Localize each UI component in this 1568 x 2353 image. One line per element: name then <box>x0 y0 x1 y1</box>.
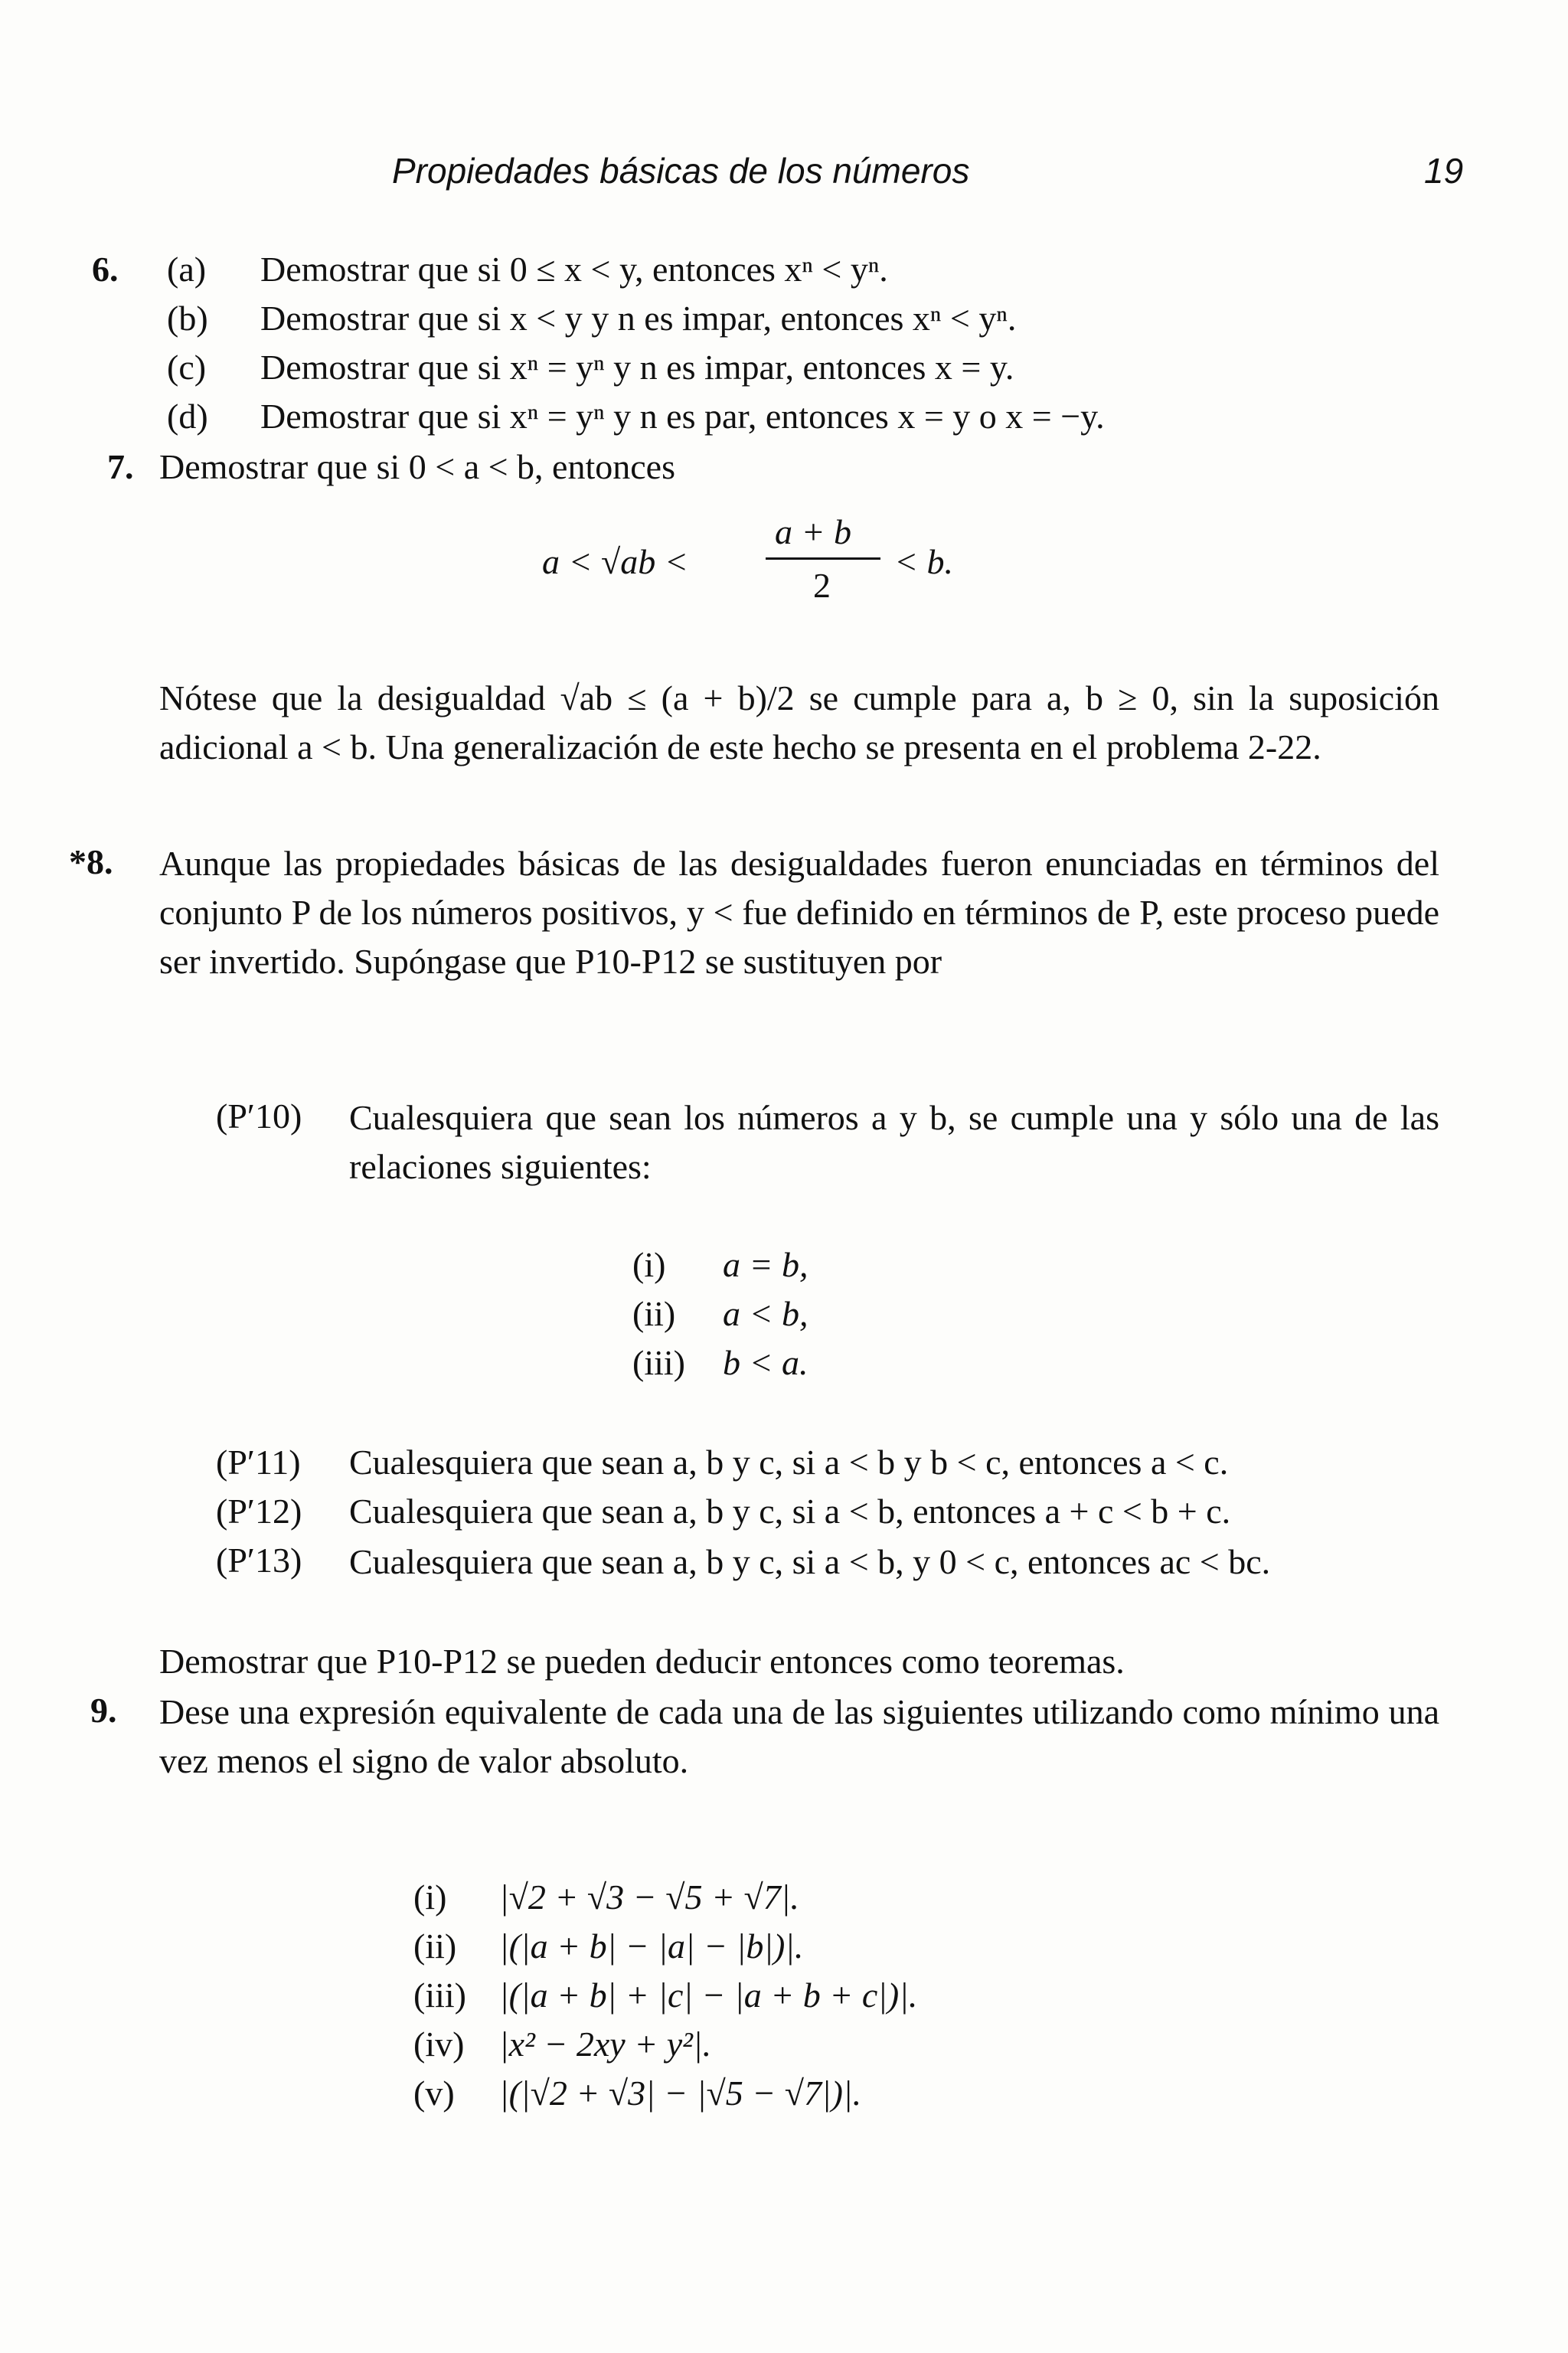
relation-iii-label: (iii) <box>632 1343 685 1382</box>
running-title: Propiedades básicas de los números <box>392 151 970 191</box>
axiom-p10-text: Cualesquiera que sean los números a y b, se cumple una y sólo una de las relaciones siguientes: <box>349 1098 1439 1186</box>
problem-9-text: Dese una expresión equivalente de cada una de las siguientes utilizando como mínimo una vez menos el signo de valor absoluto. <box>159 1692 1439 1780</box>
expr-v: |(|√2 + √3| − |√5 − √7|)|. <box>499 2074 862 2113</box>
expr-ii: |(|a + b| − |a| − |b|)|. <box>499 1927 804 1966</box>
expr-iv: |x² − 2xy + y²|. <box>499 2025 712 2064</box>
problem-6b-text: Demostrar que si x < y y n es impar, entonces xⁿ < yⁿ. <box>260 299 1017 338</box>
expr-v-label: (v) <box>413 2074 455 2113</box>
formula-numerator: a + b <box>775 512 852 551</box>
problem-8-conclusion: Demostrar que P10-P12 se pueden deducir entonces como teoremas. <box>159 1642 1125 1681</box>
expr-iv-label: (iv) <box>413 2025 465 2064</box>
axiom-p11-label: (P′11) <box>216 1443 301 1482</box>
problem-9-number: 9. <box>90 1691 117 1730</box>
problem-8-number: *8. <box>69 842 113 881</box>
formula-denominator: 2 <box>813 566 831 605</box>
axiom-p11-text: Cualesquiera que sean a, b y c, si a < b y b < c, entonces a < c. <box>349 1443 1229 1482</box>
axiom-p13-label: (P′13) <box>216 1541 302 1580</box>
expr-i-label: (i) <box>413 1877 447 1917</box>
problem-6c-label: (c) <box>167 348 207 387</box>
relation-iii-expr: b < a. <box>723 1343 808 1382</box>
problem-6d-text: Demostrar que si xⁿ = yⁿ y n es par, entonces x = y o x = −y. <box>260 397 1105 436</box>
problem-6a-text: Demostrar que si 0 ≤ x < y, entonces xⁿ < yⁿ. <box>260 250 888 289</box>
problem-6a-label: (a) <box>167 250 207 289</box>
relation-i-expr: a = b, <box>723 1245 808 1284</box>
formula-right: < b. <box>894 542 954 581</box>
axiom-p12-label: (P′12) <box>216 1492 302 1531</box>
problem-8-text: Aunque las propiedades básicas de las desigualdades fueron enunciadas en términos del conjunto P de los números positivos, y < fue definido en términos de P, este proceso puede ser invertido. Supóngase que P10-P12 se sustituyen por <box>159 844 1439 981</box>
problem-6-number: 6. <box>92 250 119 289</box>
axiom-p12-text: Cualesquiera que sean a, b y c, si a < b, entonces a + c < b + c. <box>349 1492 1231 1531</box>
fraction-bar <box>766 557 880 560</box>
problem-6d-label: (d) <box>167 397 208 436</box>
problem-7-note: Nótese que la desigualdad √ab ≤ (a + b)/2 se cumple para a, b ≥ 0, sin la suposición adicional a < b. Una generalización de este hecho se presenta en el problema 2-22. <box>159 678 1439 766</box>
problem-6c-text: Demostrar que si xⁿ = yⁿ y n es impar, entonces x = y. <box>260 348 1014 387</box>
axiom-p13-text: Cualesquiera que sean a, b y c, si a < b, y 0 < c, entonces ac < bc. <box>349 1542 1271 1581</box>
expr-iii: |(|a + b| + |c| − |a + b + c|)|. <box>499 1976 918 2015</box>
relation-ii-label: (ii) <box>632 1294 676 1333</box>
formula-left: a < √ab < <box>542 542 688 581</box>
expr-iii-label: (iii) <box>413 1976 466 2015</box>
page-number: 19 <box>1424 151 1464 191</box>
expr-ii-label: (ii) <box>413 1927 457 1966</box>
expr-i: |√2 + √3 − √5 + √7|. <box>499 1877 799 1917</box>
relation-ii-expr: a < b, <box>723 1294 808 1333</box>
relation-i-label: (i) <box>632 1245 666 1284</box>
axiom-p10-label: (P′10) <box>216 1096 302 1136</box>
problem-7-text: Demostrar que si 0 < a < b, entonces <box>159 447 675 486</box>
problem-6b-label: (b) <box>167 299 208 338</box>
problem-7-number: 7. <box>107 447 134 486</box>
